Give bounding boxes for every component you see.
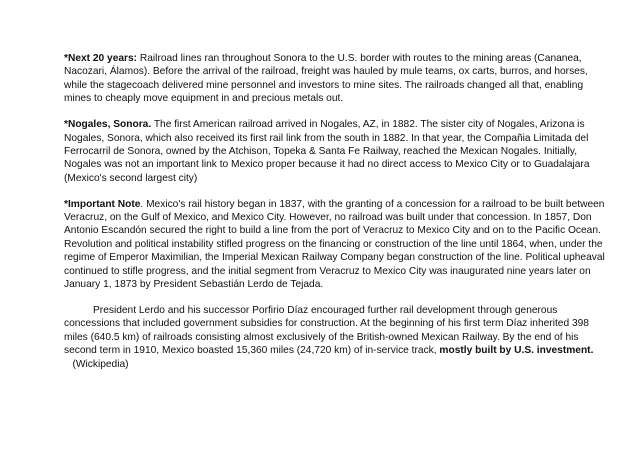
- paragraph-text: Railroad lines ran throughout Sonora to the U.S. border with routes to the mining areas (Cananea, Nacozari, Álamos). Before the arrival of the railroad, freight was hauled by mule teams, ox carts, burros, and horses, while the stagecoach delivered mine personnel and investors to mine sites. The railroads changed all that, enabling mines to cheaply move equipment in and precious metals out.: [64, 53, 588, 105]
- paragraph-nogales-sonora: [64, 118, 612, 185]
- paragraph-text: President Lerdo and his successor Porfirio Díaz encouraged further rail development through generous concessions that included government subsidies for construction. At the beginning of his first term Díaz inherited 398 miles (640.5 km) of railroads consisting almost exclusively of the British-owned Mexican Railway. By the end of his second term in 1910, Mexico boasted 15,360 miles (24,720 km) of in-service track,: [64, 305, 589, 357]
- paragraph-president-lerdo: [64, 304, 612, 371]
- paragraph-important-note: [64, 198, 612, 292]
- paragraph-bold-tail: mostly built by U.S. investment.: [439, 345, 594, 357]
- paragraph-source: (Wickipedia): [64, 358, 129, 370]
- paragraph-lead: *Important Note: [64, 198, 141, 210]
- paragraph-lead: *Nogales, Sonora.: [64, 119, 152, 131]
- paragraph-next-20-years: [64, 52, 612, 106]
- document-page: [64, 52, 612, 384]
- paragraph-lead: *Next 20 years:: [64, 53, 138, 64]
- paragraph-text: The first American railroad arrived in Nogales, AZ, in 1882. The sister city of Nogales, Arizona is Nogales, Sonora, which also received its first rail link from the south in 1882. In that year, the Compañia Limitada del Ferrocarril de Sonora, owned by the Atchison, Topeka & Santa Fe Railway, reached the Mexican Nogales. Initially, Nogales was not an important link to Mexico proper because it had no direct access to Mexico City or to Guadalajara (Mexico's second largest city): [64, 119, 590, 184]
- paragraph-text: . Mexico's rail history began in 1837, with the granting of a concession for a railroad to be built between Veracruz, on the Gulf of Mexico, and Mexico City. However, no railroad was built under that concession. In 1857, Don Antonio Escandón secured the right to build a line from the port of Veracruz to Mexico City and on to the Pacific Ocean. Revolution and political instability stifled progress on the financing or construction of the line until 1864, when, under the regime of Emperor Maximilian, the Imperial Mexican Railway Company began construction of the line. Political upheaval continued to stifle progress, and the initial segment from Veracruz to Mexico City was inaugurated nine years later on January 1, 1873 by President Sebastián Lerdo de Tejada.: [64, 198, 605, 291]
